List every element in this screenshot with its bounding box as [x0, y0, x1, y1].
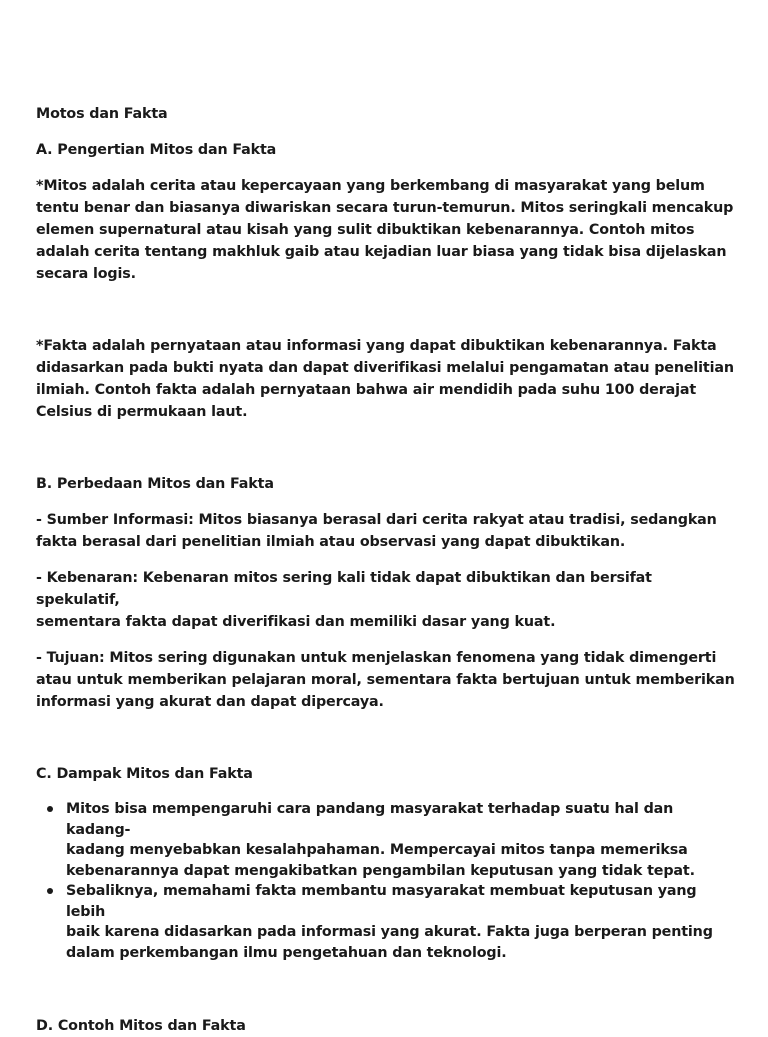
text-line: tentu benar dan biasanya diwariskan secara turun-temurun. Mitos seringkali mencakup: [36, 200, 734, 216]
text-line: kadang menyebabkan kesalahpahaman. Mempercayai mitos tanpa memeriksa: [66, 842, 688, 858]
section-b-heading: B. Perbedaan Mitos dan Fakta: [36, 476, 274, 492]
text-line: *Mitos adalah cerita atau kepercayaan yang berkembang di masyarakat yang belum: [36, 178, 705, 194]
text-line: sementara fakta dapat diverifikasi dan memiliki dasar yang kuat.: [36, 614, 556, 630]
text-line: Celsius di permukaan laut.: [36, 404, 248, 420]
paragraph-kebenaran: [36, 567, 736, 633]
paragraph-mitos-definition: [36, 175, 736, 285]
paragraph-sumber-informasi: [36, 509, 736, 553]
list-item: [36, 799, 736, 881]
text-line: elemen supernatural atau kisah yang sulit dibuktikan kebenarannya. Contoh mitos: [36, 222, 695, 238]
document-title: Motos dan Fakta: [36, 106, 168, 122]
text-line: informasi yang akurat dan dapat dipercaya.: [36, 694, 384, 710]
text-line: - Sumber Informasi: Mitos biasanya berasal dari cerita rakyat atau tradisi, sedangkan: [36, 512, 717, 528]
text-line: ilmiah. Contoh fakta adalah pernyataan bahwa air mendidih pada suhu 100 derajat: [36, 382, 697, 398]
text-line: adalah cerita tentang makhluk gaib atau kejadian luar biasa yang tidak bisa dijelaskan: [36, 244, 727, 260]
text-line: - Kebenaran: Kebenaran mitos sering kali tidak dapat dibuktikan dan bersifat spekulatif,: [36, 570, 652, 608]
bullet-icon: [47, 888, 53, 894]
text-line: Mitos bisa mempengaruhi cara pandang masyarakat terhadap suatu hal dan kadang-: [66, 801, 674, 838]
list-item: [36, 881, 736, 963]
text-line: - Tujuan: Mitos sering digunakan untuk menjelaskan fenomena yang tidak dimengerti: [36, 650, 717, 666]
text-line: dalam perkembangan ilmu pengetahuan dan teknologi.: [66, 944, 507, 961]
impact-bullet-list: [36, 799, 736, 963]
text-line: Sebaliknya, memahami fakta membantu masyarakat membuat keputusan yang lebih: [66, 883, 697, 920]
text-line: atau untuk memberikan pelajaran moral, sementara fakta bertujuan untuk memberikan: [36, 672, 735, 688]
document-page: [36, 103, 736, 1037]
section-a-heading: A. Pengertian Mitos dan Fakta: [36, 142, 277, 158]
section-d-heading: D. Contoh Mitos dan Fakta: [36, 1018, 246, 1034]
text-line: didasarkan pada bukti nyata dan dapat diverifikasi melalui pengamatan atau penelitian: [36, 360, 734, 376]
text-line: fakta berasal dari penelitian ilmiah atau observasi yang dapat dibuktikan.: [36, 534, 626, 550]
text-line: *Fakta adalah pernyataan atau informasi yang dapat dibuktikan kebenarannya. Fakta: [36, 338, 717, 354]
paragraph-fakta-definition: [36, 335, 736, 423]
section-c-heading: C. Dampak Mitos dan Fakta: [36, 766, 253, 782]
text-line: secara logis.: [36, 266, 136, 282]
text-line: baik karena didasarkan pada informasi yang akurat. Fakta juga berperan penting: [66, 924, 713, 940]
paragraph-tujuan: [36, 647, 736, 713]
text-line: kebenarannya dapat mengakibatkan pengambilan keputusan yang tidak tepat.: [66, 862, 695, 879]
bullet-icon: [47, 806, 53, 812]
